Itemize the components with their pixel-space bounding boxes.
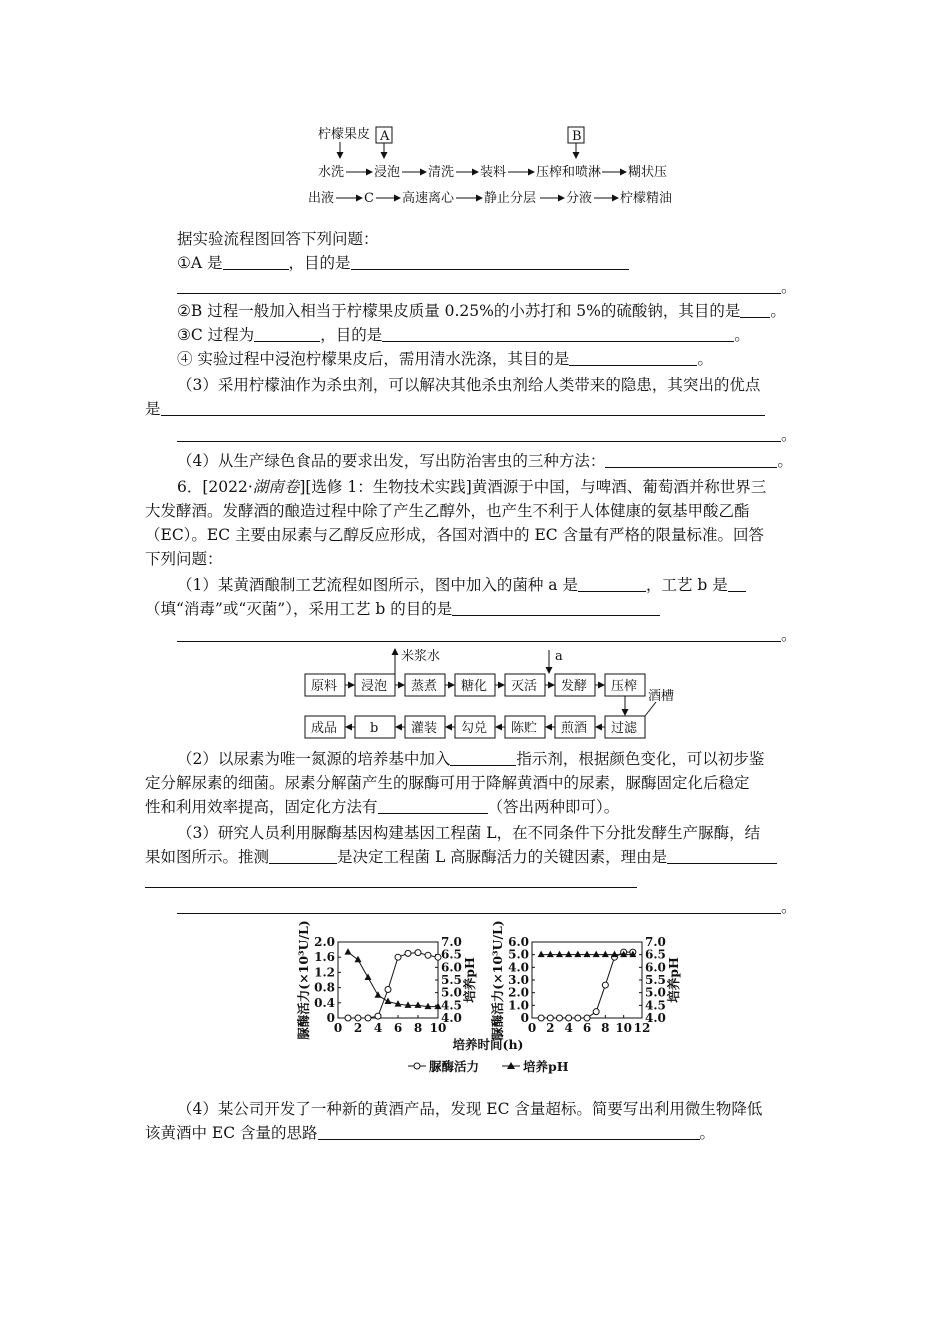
- flow-step: 蒸煮: [411, 679, 438, 694]
- y-tick-label-right: 7.0: [441, 935, 462, 949]
- wine-flow-diagram: [300, 646, 690, 742]
- y-axis-label-left: 脲酶活力(×10³U/L): [490, 920, 505, 1040]
- flow-step: 过滤: [611, 721, 638, 736]
- data-point-ph: [602, 951, 609, 958]
- q6-part2-c: 定分解尿素的细菌。尿素分解菌产生的脲酶可用于降解黄酒中的尿素，脲酶固定化后稳定: [145, 774, 750, 792]
- period: 。: [777, 452, 793, 470]
- lemon-flow-diagram: [300, 124, 690, 208]
- q6-line4: 下列问题：: [145, 550, 223, 568]
- flow-step: 勾兑: [461, 721, 488, 736]
- data-point-activity: [538, 1015, 544, 1021]
- x-tick-label: 10: [429, 1021, 447, 1035]
- q6-part2-a: （2）以尿素为唯一氮源的培养基中加入: [177, 750, 451, 768]
- data-point-ph: [385, 998, 392, 1005]
- q5-item4: [177, 348, 713, 370]
- y-tick-label-left: 2.0: [314, 935, 335, 949]
- flow-step: 静止分层: [484, 191, 537, 206]
- flow-step: 装料: [480, 165, 507, 180]
- answer-blank[interactable]: [177, 897, 781, 914]
- q5-item2: [177, 300, 786, 322]
- answer-blank[interactable]: [177, 425, 781, 442]
- q5-item3-a: ③C 过程为: [177, 326, 255, 344]
- q6-part4-cont: [145, 1122, 715, 1144]
- q6-part3-c: 是决定工程菌 L 高脲酶活力的关键因素，理由是: [337, 848, 668, 866]
- q6-part1-c: （填“消毒”或“灭菌”），采用工艺 b 的目的是: [145, 600, 453, 618]
- q6-part1-a: （1）某黄酒酿制工艺流程如图所示，图中加入的菌种 a 是: [177, 576, 578, 594]
- y-tick-label-right: 7.0: [645, 935, 666, 949]
- q6-part1-b: ，工艺 b 是: [645, 576, 728, 594]
- period: 。: [781, 278, 797, 296]
- data-point-activity: [602, 982, 608, 988]
- answer-blank[interactable]: [378, 797, 488, 814]
- answer-blank[interactable]: [318, 1123, 700, 1140]
- answer-blank[interactable]: [254, 325, 320, 342]
- x-tick-label: 12: [633, 1021, 651, 1035]
- side-output-label: 米浆水: [401, 649, 441, 664]
- data-point-activity: [575, 1015, 581, 1021]
- side-input-label: a: [555, 649, 563, 664]
- answer-blank[interactable]: [452, 599, 660, 616]
- flow-step: 出液: [308, 191, 335, 206]
- q6-part4: （4）某公司开发了一种新的黄酒产品，发现 EC 含量超标。简要写出利用微生物降低: [177, 1100, 763, 1118]
- x-tick-label: 10: [615, 1021, 633, 1035]
- y-tick-label-left: 2.0: [508, 985, 529, 1000]
- data-point-activity: [345, 1015, 351, 1021]
- data-point-activity: [557, 1015, 563, 1021]
- y-tick-label-left: 5.0: [508, 947, 529, 962]
- q6-line2: 大发酵酒。发酵酒的酿造过程中除了产生乙醇外，也产生不利于人体健康的氨基甲酸乙酯: [145, 502, 750, 520]
- box-a-label: A: [380, 129, 390, 144]
- series-line-activity: [348, 953, 438, 1018]
- flow-step: 原料: [311, 679, 338, 694]
- period: 。: [697, 350, 713, 368]
- x-axis-label: 培养时间(h): [452, 1037, 524, 1052]
- answer-blank[interactable]: [177, 625, 781, 642]
- x-tick-label: 8: [413, 1021, 423, 1035]
- x-tick-label: 6: [393, 1021, 403, 1035]
- flow-step: 分液: [566, 191, 593, 206]
- data-point-ph: [547, 951, 554, 958]
- data-point-ph: [538, 951, 545, 958]
- q6-part3-cont: [145, 846, 777, 868]
- q5-part3-cont2: [177, 424, 797, 446]
- chart-left: [296, 920, 477, 1039]
- x-tick-label: 0: [527, 1021, 537, 1035]
- q5-intro: 据实验流程图回答下列问题：: [177, 230, 379, 248]
- q6-part3-cont2: [145, 870, 637, 892]
- flow-step: 浸泡: [361, 679, 388, 694]
- flow-step: 糖化: [461, 679, 488, 694]
- flow-step: C: [364, 191, 374, 206]
- answer-blank[interactable]: [351, 253, 629, 270]
- x-tick-label: 4: [373, 1021, 383, 1035]
- data-point-activity: [405, 950, 411, 956]
- flow-step: 发酵: [561, 679, 588, 694]
- q6-part3: （3）研究人员利用脲酶基因构建基因工程菌 L，在不同条件下分批发酵生产脲酶，结: [177, 824, 761, 842]
- q6-part2-b: 指示剂，根据颜色变化，可以初步鉴: [516, 750, 765, 768]
- lemon-source: 柠檬果皮: [318, 127, 371, 142]
- flow-step: 清洗: [428, 165, 455, 180]
- y-tick-label-left: 6.0: [508, 935, 529, 949]
- data-point-ph: [565, 951, 572, 958]
- period: 。: [781, 898, 797, 916]
- flow-step: 高速离心: [402, 191, 455, 206]
- answer-blank[interactable]: [740, 301, 770, 318]
- data-point-activity: [593, 1009, 599, 1015]
- data-point-ph: [584, 951, 591, 958]
- y-tick-label-right: 4.0: [645, 1011, 666, 1025]
- residue-line: [645, 702, 656, 716]
- data-point-activity: [425, 952, 431, 958]
- answer-blank[interactable]: [145, 871, 637, 888]
- flow-step: 浸泡: [374, 165, 401, 180]
- data-point-activity: [584, 1015, 590, 1021]
- y-tick-label-left: 1.0: [508, 998, 529, 1013]
- data-point-ph: [556, 951, 563, 958]
- flow-step: 水洗: [318, 165, 345, 180]
- data-point-ph: [355, 956, 362, 963]
- q6-part2-d: 性和利用效率提高，固定化方法有: [145, 798, 378, 816]
- q5-item1: [177, 252, 629, 274]
- y-tick-label-right: 4.5: [645, 998, 666, 1013]
- legend-marker-circle: [414, 1063, 420, 1069]
- q6-part1-cont2: [177, 624, 797, 646]
- q6-line3: （EC）。EC 主要由尿素与乙醇反应形成，各国对酒中的 EC 含量有严格的限量标准。回答: [145, 526, 765, 544]
- x-tick-label: 2: [546, 1021, 555, 1035]
- y-tick-label-left: 1.2: [314, 965, 335, 980]
- q6-part4-b: 该黄酒中 EC 含量的思路: [145, 1124, 318, 1142]
- answer-blank[interactable]: [223, 253, 289, 270]
- answer-blank[interactable]: [578, 575, 646, 592]
- data-point-ph: [415, 1001, 422, 1008]
- y-tick-label-right: 5.0: [645, 985, 666, 1000]
- flow-step: 糊状压: [628, 165, 668, 180]
- q6-part3-cont3: [177, 896, 797, 918]
- y-tick-label-right: 6.5: [441, 947, 462, 962]
- chart-legend: [408, 1059, 569, 1074]
- y-tick-label-right: 6.0: [441, 960, 462, 975]
- answer-blank[interactable]: [667, 847, 777, 864]
- q5-part4: [177, 450, 793, 472]
- q5-part3-b: 是: [145, 400, 161, 418]
- data-point-ph: [593, 951, 600, 958]
- flow-step: 灌装: [411, 721, 438, 736]
- urease-charts: [296, 918, 696, 1078]
- data-point-ph: [574, 951, 581, 958]
- period: 。: [699, 1124, 716, 1142]
- data-point-activity: [415, 950, 421, 956]
- legend-activity: 脲酶活力: [429, 1059, 480, 1074]
- data-point-activity: [375, 1013, 381, 1019]
- data-point-activity: [547, 1015, 553, 1021]
- flow-step: b: [370, 721, 379, 736]
- y-axis-label-right: 培养pH: [462, 957, 477, 1003]
- data-point-ph: [365, 973, 372, 980]
- y-tick-label-right: 5.5: [645, 973, 666, 987]
- flow-step: 压榨: [611, 679, 638, 694]
- y-tick-label-left: 0.4: [314, 995, 335, 1010]
- data-point-activity: [355, 1015, 361, 1021]
- q6-num: 6．[2022·: [177, 478, 253, 496]
- legend-ph: 培养pH: [523, 1059, 569, 1074]
- box-b-label: B: [572, 129, 582, 144]
- x-tick-label: 8: [601, 1021, 610, 1035]
- y-tick-label-left: 4.0: [508, 960, 529, 975]
- q5-item3: [177, 324, 750, 346]
- q5-item4-text: ④ 实验过程中浸泡柠檬果皮后，需用清水洗涤，其目的是: [177, 350, 570, 368]
- answer-blank[interactable]: [605, 451, 777, 468]
- q6-part2-cont: [145, 796, 619, 818]
- q6-source: 湖南卷: [252, 478, 300, 496]
- data-point-ph: [375, 991, 382, 998]
- q6-part3-b: 果如图所示。推测: [145, 848, 270, 866]
- q6-part1-cont: [145, 598, 660, 620]
- y-tick-label-left: 0.8: [314, 980, 335, 995]
- y-tick-label-left: 3.0: [508, 973, 529, 987]
- x-tick-label: 2: [353, 1021, 363, 1035]
- flow-step: 成品: [311, 721, 338, 736]
- residue-label: 酒槽: [648, 689, 675, 704]
- q5-item1-b: ，目的是: [288, 254, 351, 272]
- answer-blank[interactable]: [450, 749, 516, 766]
- answer-blank[interactable]: [269, 847, 337, 864]
- data-point-activity: [395, 954, 401, 960]
- answer-blank[interactable]: [177, 277, 781, 294]
- q5-item3-b: ，目的是: [320, 326, 383, 344]
- q5-item1-a: ①A 是: [177, 254, 223, 272]
- data-point-activity: [365, 1015, 371, 1021]
- q6-part1: [177, 574, 746, 596]
- q6-part2-e: （答出两种即可）。: [487, 798, 620, 816]
- y-tick-label-left: 0: [520, 1011, 529, 1025]
- answer-blank[interactable]: [382, 325, 734, 342]
- x-tick-label: 0: [333, 1021, 343, 1035]
- series-line-activity: [541, 952, 633, 1018]
- period: 。: [781, 626, 797, 644]
- plot-frame: [338, 942, 438, 1018]
- answer-blank[interactable]: [569, 349, 697, 366]
- answer-blank[interactable]: [728, 575, 746, 592]
- y-tick-label-right: 4.0: [441, 1011, 462, 1025]
- q5-part3-cont: [145, 398, 765, 420]
- flow-step: 柠檬精油: [620, 191, 673, 206]
- data-point-activity: [435, 954, 441, 960]
- flow-step: 陈贮: [511, 721, 538, 736]
- y-tick-label-left: 1.6: [314, 950, 335, 965]
- q5-item1-cont: [177, 276, 797, 298]
- q6-part2: [177, 748, 764, 770]
- flow-step: 煎酒: [561, 721, 588, 736]
- data-point-activity: [385, 987, 391, 993]
- answer-blank[interactable]: [161, 399, 765, 416]
- data-point-activity: [566, 1015, 572, 1021]
- x-tick-label: 6: [582, 1021, 592, 1035]
- series-line-ph: [348, 952, 438, 1006]
- y-tick-label-right: 5.0: [441, 985, 462, 1000]
- y-tick-label-right: 5.5: [441, 973, 462, 987]
- y-axis-label-left: 脲酶活力(×10³U/L): [296, 920, 311, 1040]
- flow-step: 灭活: [511, 679, 538, 694]
- y-tick-label-left: 0: [326, 1011, 335, 1025]
- q5-part3: （3）采用柠檬油作为杀虫剂，可以解决其他杀虫剂给人类带来的隐患，其突出的优点: [177, 376, 761, 394]
- flow-step: 压榨和喷淋: [536, 165, 602, 180]
- chart-right: [490, 920, 681, 1039]
- q6-header-rest: ][选修 1：生物技术实践]黄酒源于中国，与啤酒、葡萄酒并称世界三: [299, 478, 767, 496]
- y-tick-label-right: 6.0: [645, 960, 666, 975]
- period: 。: [781, 426, 797, 444]
- y-axis-label-right: 培养pH: [666, 957, 681, 1003]
- q5-item2-text: ②B 过程一般加入相当于柠檬果皮质量 0.25%的小苏打和 5%的硫酸钠，其目的是: [177, 302, 741, 320]
- y-tick-label-right: 4.5: [441, 998, 462, 1013]
- y-tick-label-right: 6.5: [645, 947, 666, 962]
- period: 。: [734, 326, 750, 344]
- q6-header: [177, 476, 766, 498]
- data-point-ph: [611, 951, 618, 958]
- x-tick-label: 4: [564, 1021, 573, 1035]
- q5-part4-text: （4）从生产绿色食品的要求出发，写出防治害虫的三种方法：: [177, 452, 606, 470]
- period: 。: [770, 302, 786, 320]
- data-point-ph: [345, 948, 352, 955]
